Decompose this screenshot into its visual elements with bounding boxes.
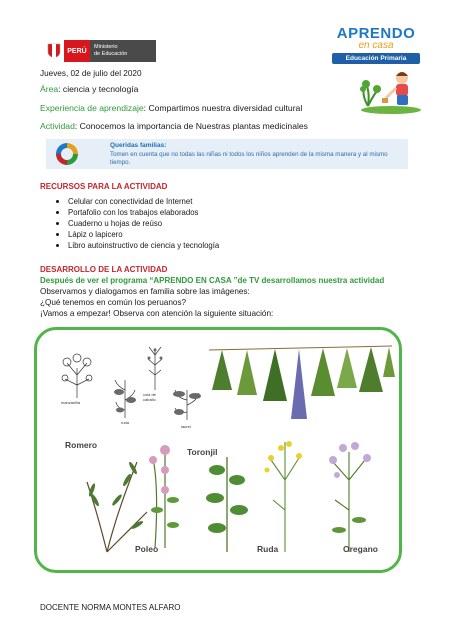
experiencia-line xyxy=(40,103,302,114)
plant-label-toronjil: Toronjil xyxy=(187,447,218,457)
area-value: : ciencia y tecnología xyxy=(58,84,139,94)
bullet-icon xyxy=(56,233,59,236)
families-note-banner xyxy=(46,139,408,169)
list-item xyxy=(56,240,219,251)
medicinal-plants-image xyxy=(34,327,402,573)
list-item-text: Cuaderno u hojas de reúso xyxy=(68,219,163,228)
ministry-logo xyxy=(44,40,156,62)
experiencia-value: : Compartimos nuestra diversidad cultural xyxy=(143,103,303,113)
footer-teacher: DOCENTE NORMA MONTES ALFARO xyxy=(40,603,181,612)
plants-illustration xyxy=(37,330,399,570)
list-item-text: Celular con conectividad de Internet xyxy=(68,197,193,206)
list-item xyxy=(56,218,219,229)
desarrollo-title: DESARROLLO DE LA ACTIVIDAD xyxy=(40,265,168,274)
bullet-icon xyxy=(56,222,59,225)
desarrollo-subtitle: Después de ver el programa “APRENDO EN CASA ”de TV desarrollamos nuestra actividad xyxy=(40,276,385,285)
actividad-label: Actividad xyxy=(40,121,75,131)
ministry-name xyxy=(90,40,156,62)
sketch-label-cola-de-caballo: cola de caballo xyxy=(143,392,156,402)
ministry-line-2: de Educación xyxy=(94,50,128,57)
desarrollo-line-1: Observamos y dialogamos en familia sobre las imágenes: xyxy=(40,287,250,296)
bullet-icon xyxy=(56,211,59,214)
actividad-line xyxy=(40,121,308,132)
list-item-text: Lápiz o lapicero xyxy=(68,230,123,239)
bullet-icon xyxy=(56,200,59,203)
area-line xyxy=(40,84,138,95)
cycle-arrows-icon xyxy=(54,141,80,167)
date-line: Jueves, 02 de julio del 2020 xyxy=(40,69,142,78)
recursos-title: RECURSOS PARA LA ACTIVIDAD xyxy=(40,182,168,191)
kid-gardening-illustration xyxy=(360,66,422,114)
plant-label-romero: Romero xyxy=(65,440,98,450)
list-item xyxy=(56,229,219,240)
bullet-icon xyxy=(56,244,59,247)
list-item xyxy=(56,207,219,218)
aprendo-en-casa-logo xyxy=(330,26,422,70)
desarrollo-line-3: ¡Vamos a empezar! Observa con atención la siguiente situación: xyxy=(40,309,274,318)
ministry-line-1: Ministerio xyxy=(94,44,118,50)
plant-label-poleo: Poleo xyxy=(135,544,159,554)
aprendo-title: APRENDO xyxy=(336,25,416,42)
experiencia-label: Experiencia de aprendizaje xyxy=(40,103,144,113)
actividad-value: : Conocemos la importancia de Nuestras plantas medicinales xyxy=(74,121,308,131)
aprendo-badge: Educación Primaria xyxy=(332,53,420,64)
recursos-list xyxy=(56,196,219,251)
banner-title: Queridas familias: xyxy=(110,142,167,149)
list-item xyxy=(56,196,219,207)
desarrollo-line-2: ¿Qué tenemos en común los peruanos? xyxy=(40,298,187,307)
plant-label-oregano: Oregano xyxy=(343,544,378,554)
banner-text: Tomen en cuenta que no todas las niñas ni todos los niños aprenden de la misma manera y al mismo tiempo. xyxy=(110,151,388,166)
list-item-text: Libro autoinstructivo de ciencia y tecnología xyxy=(68,241,220,250)
sketch-label-laurel: laurel xyxy=(181,424,191,429)
aprendo-subtitle: en casa xyxy=(358,40,394,51)
area-label: Área xyxy=(40,84,59,94)
sketch-label-ruda: ruda xyxy=(121,420,130,425)
peru-shield-icon xyxy=(44,40,64,62)
peru-label: PERÚ xyxy=(64,40,90,62)
sketch-label-manzanilla: manzanilla xyxy=(61,400,81,405)
list-item-text: Portafolio con los trabajos elaborados xyxy=(68,208,199,217)
plant-label-ruda: Ruda xyxy=(257,544,279,554)
